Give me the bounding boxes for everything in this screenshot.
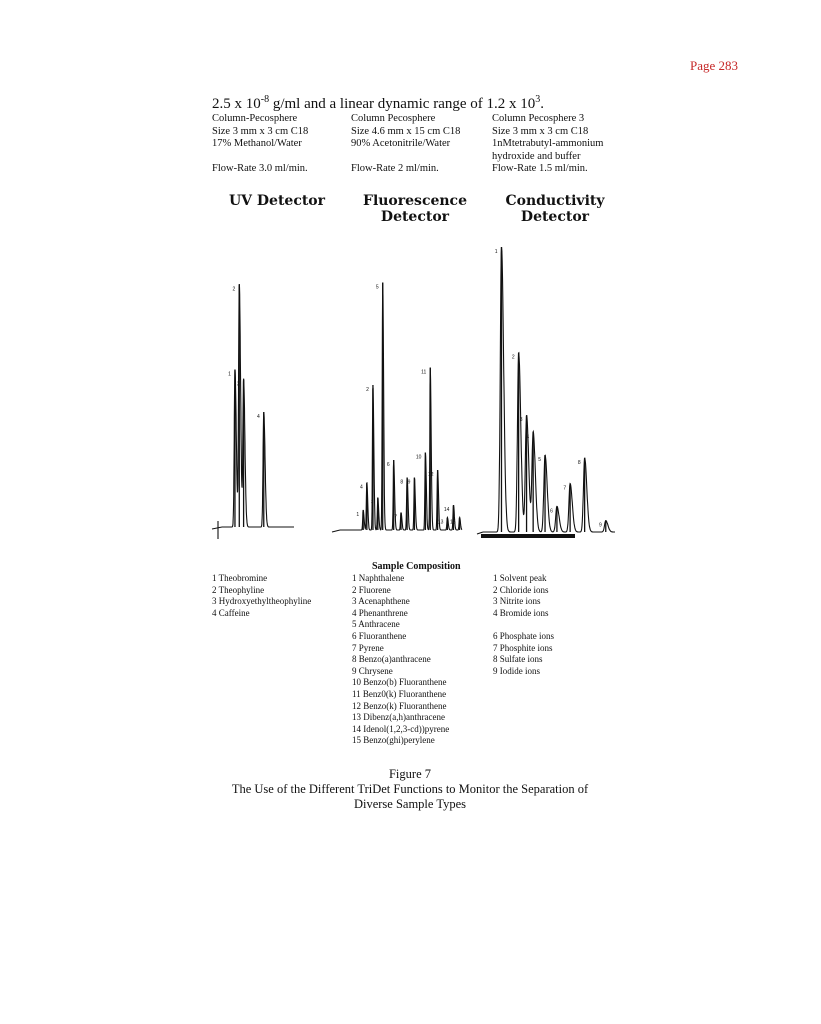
page-number: Page 283 [690, 58, 739, 73]
headline-text [212, 94, 544, 113]
peak-label: 3 [371, 499, 374, 506]
peak-label: 3 [519, 417, 523, 424]
peak-label: 14 [443, 507, 450, 513]
peak-label: 2 [232, 286, 236, 293]
list-item: 14 Idenol(1,2,3-cd))pyrene [352, 723, 450, 734]
peak-label: 7 [563, 485, 567, 492]
peak-label: 8 [577, 459, 581, 466]
peak-label: 3 [236, 381, 240, 388]
condition-line: 17% Methanol/Water [212, 138, 302, 149]
peak-label: 12 [428, 472, 434, 478]
detector-title-line: Conductivity [505, 193, 605, 209]
detector-title-line: Detector [520, 209, 590, 225]
chromatogram-2 [332, 283, 462, 533]
list-item: 2 Chloride ions [493, 584, 549, 595]
list-item: 3 Acenaphthene [352, 596, 410, 607]
peak-label: 6 [550, 508, 553, 515]
condition-line: 90% Acetonitrile/Water [351, 138, 451, 149]
peak-label: 5 [538, 457, 542, 464]
peak-label: 15 [449, 519, 456, 526]
list-item: 10 Benzo(b) Fluoranthene [352, 677, 447, 688]
headline-middle: g/ml and a linear dynamic range of 1.2 x 10 [269, 96, 536, 112]
conductivity-ion-list [493, 573, 554, 677]
conditions-conductivity [492, 113, 603, 176]
peak-label: 7 [394, 514, 397, 521]
list-item: 15 Benzo(ghi)perylene [352, 735, 435, 746]
detector-title-fluorescence [355, 193, 475, 225]
list-item: 2 Fluorene [352, 584, 391, 595]
chromatogram-trace [483, 247, 615, 532]
peak-label: 6 [386, 462, 390, 468]
condition-line: 1nMtetrabutyl-ammonium [492, 138, 604, 149]
list-item: 8 Sulfate ions [493, 654, 543, 665]
list-item: 3 Nitrite ions [493, 596, 541, 607]
caption-line: The Use of the Different TriDet Functions to Monitor the Separation of [231, 782, 589, 796]
list-item: 7 Pyrene [352, 642, 384, 653]
list-item: 13 Dibenz(a,h)anthracene [352, 712, 445, 723]
fluorescence-compound-list [352, 573, 449, 747]
chromatogram-trace [222, 284, 294, 527]
condition-line: Flow-Rate 2 ml/min. [351, 163, 439, 174]
chromatogram-trace [340, 283, 462, 531]
list-item: 4 Phenanthrene [352, 607, 408, 618]
condition-line: Flow-Rate 3.0 ml/min. [212, 163, 308, 174]
condition-line [351, 151, 460, 164]
list-item: 5 Anthracene [352, 619, 400, 630]
detector-title-line: Detector [380, 209, 450, 225]
peak-label: 13 [437, 519, 444, 526]
baseline-lead [332, 530, 340, 532]
peak-label: 9 [598, 522, 602, 529]
chromatograms [200, 235, 630, 555]
list-item: 1 Solvent peak [493, 573, 547, 583]
list-item: 12 Benzo(k) Fluoranthene [352, 700, 447, 711]
chromatogram-1 [212, 284, 294, 539]
list-item: 3 Hydroxyethyltheophyline [212, 596, 312, 607]
peak-label: 8 [400, 479, 404, 486]
list-item: 11 Benz0(k) Fluoranthene [352, 688, 447, 699]
peak-label: 1 [356, 512, 360, 518]
condition-line: Column-Pecosphere [212, 113, 298, 124]
peak-label: 4 [360, 484, 363, 491]
uv-compound-list [212, 573, 311, 619]
peak-label: 1 [494, 249, 498, 255]
caption-line: Figure 7 [388, 767, 431, 781]
peak-label: 1 [228, 371, 231, 378]
peak-label: 5 [375, 284, 379, 291]
list-item: 7 Phosphite ions [493, 642, 553, 653]
conditions-uv [212, 113, 308, 176]
peak-label: 2 [511, 354, 515, 361]
list-item: 9 Chrysene [352, 665, 393, 676]
detector-title-uv [222, 193, 332, 209]
conditions-fluorescence [351, 113, 460, 176]
detector-title-conductivity [495, 193, 615, 225]
peak-label: 4 [256, 414, 260, 420]
peak-label: 4 [526, 434, 530, 441]
detector-title-line: UV Detector [228, 193, 326, 209]
peak-label: 9 [407, 479, 411, 486]
list-item: 6 Fluoranthene [352, 630, 407, 641]
list-item: 2 Theophyline [212, 584, 265, 595]
chromatogram-3 [477, 247, 615, 536]
peak-label: 2 [366, 387, 369, 393]
baseline-lead [212, 527, 222, 529]
condition-line: hydroxide and buffer [492, 150, 581, 162]
headline-prefix: 2.5 x 10 [212, 96, 261, 112]
condition-line: Column Pecosphere 3 [492, 113, 585, 124]
sample-composition-title: Sample Composition [372, 561, 461, 572]
headline-exponent-1: -8 [260, 94, 270, 105]
list-item: 8 Benzo(a)anthracene [352, 654, 431, 665]
caption-line: Diverse Sample Types [353, 797, 467, 811]
list-item [493, 619, 554, 631]
list-item: 4 Caffeine [212, 607, 250, 618]
list-item: 1 Naphthalene [352, 573, 405, 583]
list-item: 9 Iodide ions [493, 665, 540, 676]
peak-label: 10 [415, 454, 422, 461]
headline-exponent-2: 3 [535, 94, 541, 105]
figure-caption [150, 767, 670, 812]
peak-label: 11 [421, 369, 427, 376]
condition-line: Size 3 mm x 3 cm C18 [212, 125, 309, 137]
headline-suffix: . [540, 96, 545, 112]
condition-line: Flow-Rate 1.5 ml/min. [492, 163, 588, 174]
condition-line: Column Pecosphere [351, 113, 436, 124]
baseline-lead [477, 532, 483, 534]
detector-title-line: Fluorescence [363, 193, 467, 209]
condition-line: Size 3 mm x 3 cm C18 [492, 125, 589, 137]
condition-line: Size 4.6 mm x 15 cm C18 [351, 125, 461, 137]
list-item: 1 Theobromine [212, 573, 268, 583]
condition-line [212, 151, 308, 164]
list-item: 4 Bromide ions [493, 607, 549, 618]
list-item: 6 Phosphate ions [493, 630, 555, 641]
